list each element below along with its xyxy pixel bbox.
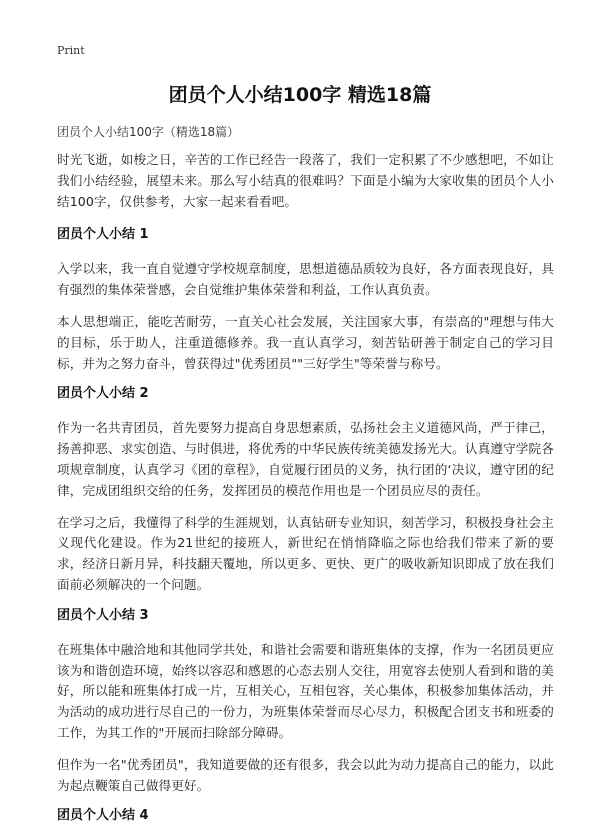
- section-heading-4: 团员个人小结 4: [57, 808, 149, 824]
- section-heading-1: 团员个人小结 1: [57, 227, 149, 243]
- section-2-paragraph-2: 在学习之后，我懂得了科学的生涯规划，认真钻研专业知识，刻苦学习，积极投身社会主义现代化建设。作为21世纪的接班人，新世纪在悄悄降临之际也给我们带来了新的要求，经济日新月异，科技翻天覆地，所以更多、更快、更广的吸收新知识即成了放在我们面前必须解决的一个问题。: [57, 514, 554, 592]
- section-1-paragraph-1: 入学以来，我一直自觉遵守学校规章制度，思想道德品质较为良好，各方面表现良好，具有强烈的集体荣誉感，会自觉维护集体荣誉和利益，工作认真负责。: [57, 261, 554, 298]
- print-label[interactable]: Print: [57, 44, 85, 57]
- section-1-paragraph-2: 本人思想端正，能吃苦耐劳，一直关心社会发展，关注国家大事，有崇高的"理想与伟大的目标，乐于助人，注重道德修养。我一直认真学习，刻苦钻研善于制定自己的学习目标，并为之努力奋斗，曾获得过"优秀团员""三好学生"等荣誉与称号。: [57, 313, 554, 371]
- section-2-paragraph-1: 作为一名共青团员，首先要努力提高自身思想素质，弘扬社会主义道德风尚，严于律己，扬善抑恶、求实创造、与时俱进，将优秀的中华民族传统美德发扬光大。认真遵守学院各项规章制度，认真学习《团的章程》，自觉履行团员的义务，执行团的‘决议，遵守团的纪律，完成团组织交给的任务，发挥团员的模范作用也是一个团员应尽的责任。: [57, 420, 554, 498]
- article-body: [57, 150, 554, 840]
- intro-paragraph: 时光飞逝，如梭之日，辛苦的工作已经告一段落了，我们一定积累了不少感想吧，不如让我们小结经验，展望未来。那么写小结真的很难吗？下面是小编为大家收集的团员个人小结100字，仅供参考，大家一起来看看吧。: [57, 152, 554, 209]
- section-heading-2: 团员个人小结 2: [57, 386, 149, 402]
- section-3-paragraph-2: 但作为一名"优秀团员"，我知道要做的还有很多，我会以此为动力提高自己的能力，以此为起点鞭策自己做得更好。: [57, 756, 554, 793]
- document-subtitle: 团员个人小结100字（精选18篇）: [57, 125, 240, 139]
- page-title: 团员个人小结100字 精选18篇: [168, 84, 432, 106]
- section-3-paragraph-1: 在班集体中融洽地和其他同学共处，和谐社会需要和谐班集体的支撑，作为一名团员更应该为和谐创造环境，始终以容忍和感恩的心态去别人交往，用宽容去使别人看到和谐的美好，所以能和班集体打成一片，互相关心，互相包容，关心集体，积极参加集体活动，并为活动的成功进行尽自己的一份力，为班集体荣誉而尽心尽力，积极配合团支书和班委的工作，为其工作的"开展而扫除部分障碍。: [57, 641, 554, 740]
- section-heading-3: 团员个人小结 3: [57, 607, 149, 623]
